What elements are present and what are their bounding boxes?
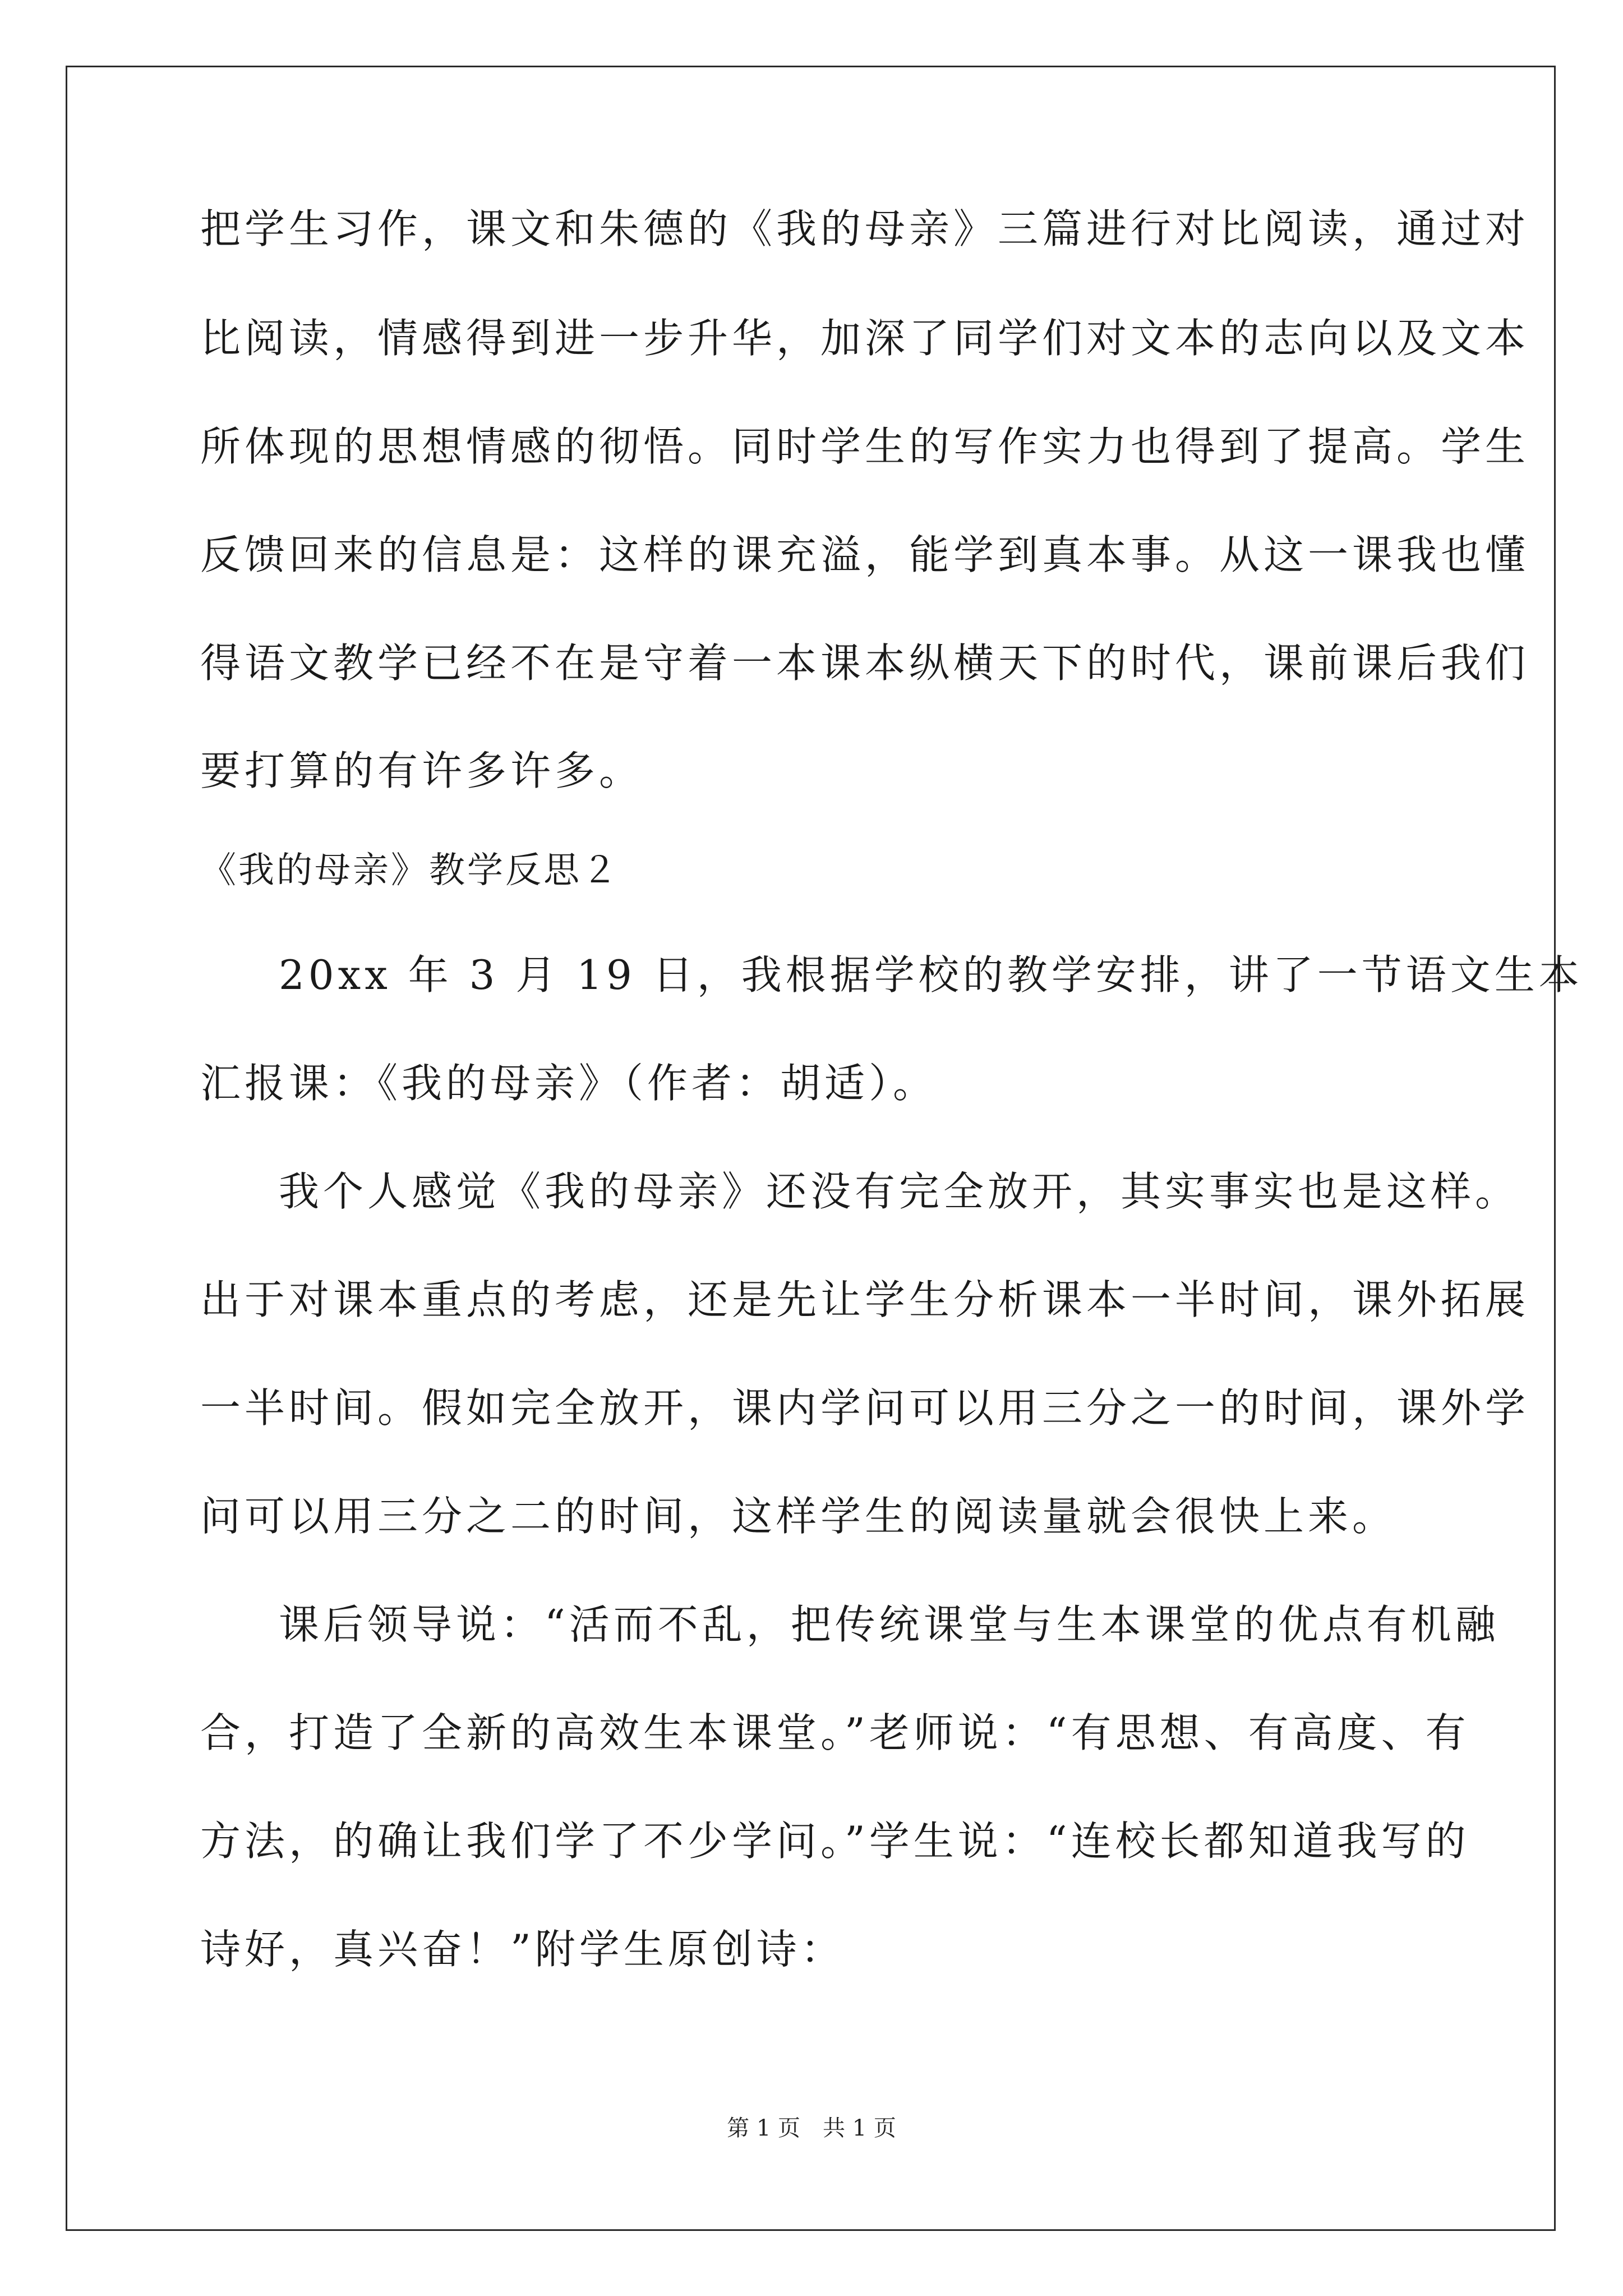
body-line: 比阅读，情感得到进一步升华，加深了同学们对文本的志向以及文本 — [200, 315, 1530, 362]
page-border — [66, 66, 1556, 2231]
body-line: 问可以用三分之二的时间，这样学生的阅读量就会很快上来。 — [200, 1493, 1397, 1540]
body-line: 得语文教学已经不在是守着一本课本纵横天下的时代，课前课后我们 — [200, 639, 1530, 687]
paragraph-first-line: 20xx 年 3 月 19 日，我根据学校的教学安排，讲了一节语文生本 — [279, 951, 1583, 999]
body-line: 一半时间。假如完全放开，课内学问可以用三分之一的时间，课外学 — [200, 1384, 1530, 1432]
body-line: 要打算的有许多许多。 — [200, 747, 644, 794]
paragraph-first-line: 我个人感觉《我的母亲》还没有完全放开，其实事实也是这样。 — [279, 1168, 1520, 1215]
body-line: 方法，的确让我们学了不少学问。”学生说：“连校长都知道我写的 — [200, 1818, 1470, 1865]
body-line: 反馈回来的信息是：这样的课充溢，能学到真本事。从这一课我也懂 — [200, 531, 1530, 578]
body-line: 出于对课本重点的考虑，还是先让学生分析课本一半时间，课外拓展 — [200, 1276, 1530, 1323]
section-heading: 《我的母亲》教学反思２ — [200, 850, 620, 891]
paragraph-first-line: 课后领导说：“活而不乱，把传统课堂与生本课堂的优点有机融 — [279, 1601, 1500, 1648]
body-line: 合，打造了全新的高效生本课堂。”老师说：“有思想、有高度、有 — [200, 1709, 1470, 1756]
body-line: 诗好，真兴奋！”附学生原创诗： — [200, 1926, 845, 1973]
body-line: 汇报课：《我的母亲》（作者：胡适）。 — [200, 1060, 938, 1107]
page-footer: 第 1 页 共 1 页 — [727, 2115, 896, 2141]
body-line: 所体现的思想情感的彻悟。同时学生的写作实力也得到了提高。学生 — [200, 423, 1530, 470]
body-line: 把学生习作，课文和朱德的《我的母亲》三篇进行对比阅读，通过对 — [200, 205, 1530, 252]
